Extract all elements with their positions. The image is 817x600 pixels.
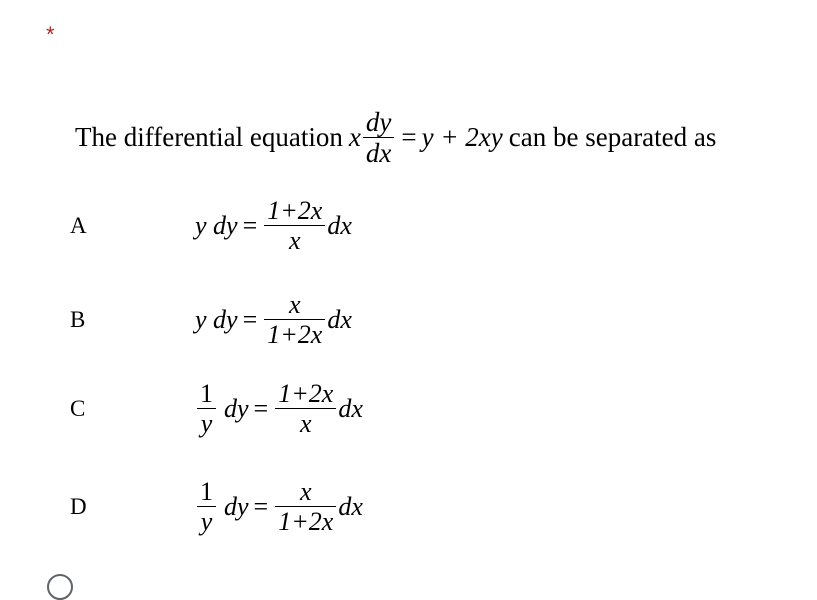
option-expression: [195, 197, 352, 255]
expr-equals: =: [242, 304, 258, 334]
expr-right: dx: [338, 393, 363, 423]
expr-fraction: [275, 380, 336, 438]
derivative-fraction: [363, 108, 394, 168]
expr-left: y dy: [195, 304, 238, 334]
option-letter: D: [70, 493, 87, 519]
fraction-numerator: 1+2x: [267, 196, 323, 225]
question-equals: =: [401, 122, 417, 153]
left-numerator: 1: [200, 379, 213, 408]
option-expression: [195, 380, 363, 438]
expr-right: dx: [327, 210, 352, 240]
left-denominator: y: [200, 507, 213, 537]
option-d[interactable]: [70, 478, 363, 536]
question-suffix: can be separated as: [508, 122, 717, 153]
option-expression: [195, 291, 352, 349]
expr-right: dx: [327, 304, 352, 334]
radio-button[interactable]: [47, 574, 73, 600]
expr-left-fraction: [197, 478, 216, 536]
fraction-denominator: 1+2x: [278, 507, 334, 537]
question-text: [75, 108, 716, 168]
option-a[interactable]: [70, 197, 352, 255]
derivative-denominator: dx: [365, 138, 392, 169]
derivative-numerator: dy: [365, 107, 392, 137]
fraction-numerator: x: [289, 290, 301, 319]
fraction-denominator: x: [299, 409, 312, 439]
left-numerator: 1: [200, 477, 213, 506]
question-prefix: The differential equation: [75, 122, 343, 153]
fraction-denominator: x: [289, 226, 301, 256]
expr-left-tail: dy: [224, 491, 249, 521]
left-denominator: y: [200, 409, 213, 439]
option-letter: B: [70, 306, 86, 332]
expr-fraction: [264, 291, 325, 349]
fraction-numerator: 1+2x: [278, 379, 334, 408]
option-b[interactable]: [70, 291, 352, 349]
expr-equals: =: [253, 393, 269, 423]
option-c[interactable]: [70, 380, 363, 438]
fraction-denominator: 1+2x: [267, 320, 323, 350]
expr-left: y dy: [195, 210, 238, 240]
option-expression: [195, 478, 363, 536]
expr-left-tail: dy: [224, 393, 249, 423]
expr-equals: =: [242, 210, 258, 240]
expr-fraction: [275, 478, 336, 536]
option-letter: A: [70, 212, 87, 238]
required-asterisk: *: [46, 22, 55, 47]
question-rhs: y + 2xy: [421, 122, 503, 153]
option-letter: C: [70, 395, 86, 421]
expr-right: dx: [338, 491, 363, 521]
expr-equals: =: [253, 491, 269, 521]
expr-fraction: [264, 197, 325, 255]
question-lhs-var: x: [348, 122, 361, 153]
expr-left-fraction: [197, 380, 216, 438]
fraction-numerator: x: [299, 477, 312, 506]
